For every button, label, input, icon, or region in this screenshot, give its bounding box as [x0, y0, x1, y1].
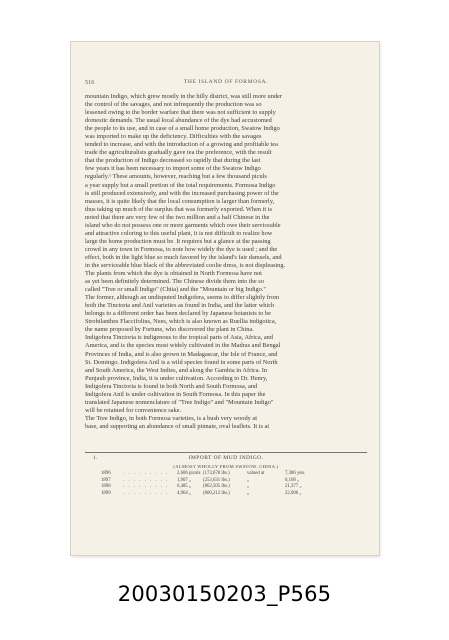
table-cell-yen: 6,168 „ — [285, 477, 300, 483]
text-line: Indigofera Tinctoria is found in both North and South Formosa, and — [85, 382, 258, 390]
text-line: mountain Indigo, which grew mostly in the hilly district, was still more under — [85, 93, 282, 100]
import-table — [85, 452, 367, 497]
table-rows — [85, 471, 367, 497]
text-line: was imported to make up the deficiency. Difficulties with the savages — [85, 133, 262, 141]
text-line: will be retained for convenience sake. — [85, 406, 182, 414]
text-line: few years it has been necessary to import some of the Swatow Indigo — [85, 165, 261, 173]
table-cell-dots: . . . . . . . . . — [123, 484, 169, 490]
table-title: IMPORT OF MUD INDIGO. — [188, 455, 264, 461]
text-line: Strobilanthes Flaccifolius, Nees, which is also known as Ruellia indigotica, — [85, 318, 277, 326]
text-line: Indigofera Anil is under cultivation in South Formosa. In this paper the — [85, 390, 266, 398]
text-line: island who do not possess one or more garments which owe their serviceable — [85, 221, 281, 229]
text-line: Punjaub province, India, it is under cultivation. According to Dr. Henry, — [85, 374, 268, 382]
table-cell-valued: „ — [247, 490, 250, 496]
text-line: the people to its use, and in case of a small home production, Swatow Indigo — [85, 125, 280, 133]
text-line: Indigofera Tinctoria is indigenous to the tropical parts of Asia, Africa, and — [85, 334, 273, 342]
table-cell-dots: . . . . . . . . . — [123, 471, 169, 476]
text-line: translated Japanese nomenclature of "Tree Indigo" and "Mountain Indigo" — [85, 398, 274, 406]
table-cell-year: 1896 — [101, 471, 111, 476]
book-page — [71, 42, 379, 555]
image-label-bar — [0, 560, 449, 640]
table-row — [85, 471, 367, 478]
table-subtitle: (ALMOST WHOLLY FROM SWATOW, CHINA.) — [173, 464, 279, 469]
text-line: a year supply but a small portion of the total requirements. Formosa Indigo — [85, 181, 276, 189]
table-cell-valued: valued at — [247, 471, 265, 476]
table-number: 1. — [93, 455, 98, 461]
text-line: Provinces of India, and is also grown in Madagascar, the Isle of France, and — [85, 350, 278, 358]
table-cell-valued: „ — [247, 484, 250, 490]
page-number: 516 — [85, 79, 95, 86]
text-line: tended to increase, and with the introduction of a growing and profitable tea — [85, 141, 278, 149]
table-row — [85, 484, 367, 491]
table-cell-year: 1899 — [101, 490, 111, 496]
text-line: The Tree Indigo, in both Formosa varieties, is a bush very woody at — [85, 414, 257, 422]
text-line: noted that there are very few of the two million and a half Chinese in the — [85, 213, 270, 221]
text-line: in the serviceable blue black of the abbreviated coolie dress, is not displeasing. — [85, 261, 286, 269]
text-line: St. Domingo. Indigofera Anil is a wild species found in some parts of North — [85, 358, 278, 366]
text-line: crowd in any town in Formosa, to note how widely the dye is used ; and the — [85, 245, 278, 253]
table-cell-lbs: (253,631 lbs.) — [203, 477, 230, 483]
text-line: America, and is the species most widely cultivated in the Madras and Bengal — [85, 342, 281, 350]
table-cell-year: 1897 — [101, 477, 111, 483]
table-cell-yen: 21,377 „ — [285, 484, 302, 490]
table-title-row — [85, 454, 367, 463]
table-top-rule — [85, 452, 367, 453]
table-cell-amount: 2,606 piculs — [177, 471, 201, 476]
table-cell-year: 1898 — [101, 484, 111, 490]
text-line: masses, it is quite likely that the local consumption is larger than formerly, — [85, 197, 275, 205]
text-line: that the production of Indigo decreased so rapidly that during the last — [85, 157, 261, 165]
text-line: both the Tinctoria and Anil varieties as found in India, and the latter which — [85, 302, 275, 310]
table-cell-lbs: (660,212 lbs.) — [203, 490, 230, 496]
image-id-label: 20030150203_P565 — [117, 582, 332, 606]
text-line: trade the agriculturalists gradually gave tea the preference, with the result — [85, 149, 272, 157]
running-head: THE ISLAND OF FORMOSA. — [183, 79, 269, 85]
text-line: as yet been definitely determined. The Chinese divide them into the so — [85, 278, 264, 286]
text-line: large the home production must be. It requires but a glance at the passing — [85, 237, 271, 245]
text-line: and South America, the West Indies, and along the Gambia in Africa. In — [85, 366, 268, 374]
table-row — [85, 491, 367, 498]
page-header — [85, 79, 367, 89]
table-cell-valued: „ — [247, 477, 250, 483]
text-line: base, and supporting an abundance of small pinnate, oval leaflets. It is at — [85, 422, 270, 430]
table-cell-amount: 1,907 „ — [177, 477, 192, 483]
text-line: is still produced extensively, and with the increased purchasing power of the — [85, 189, 279, 197]
table-cell-amount: 4,964 „ — [177, 490, 192, 496]
table-cell-dots: . . . . . . . . . — [123, 477, 169, 483]
text-line: The plants from which the dye is obtained in North Formosa have not — [85, 270, 262, 278]
table-cell-lbs: (173,678 lbs.) — [203, 471, 230, 476]
text-line: regularly.¹ These amounts, however, reaching but a few thousand piculs — [85, 173, 267, 181]
text-line: the name proposed by Fortune, who discovered the plant in China. — [85, 326, 254, 334]
text-line: the control of the savages, and not infrequently the production was so — [85, 101, 262, 109]
body-text — [85, 93, 367, 431]
text-line: effect, both in the light blue so much favored by the island's fair damsels, and — [85, 253, 282, 261]
table-cell-dots: . . . . . . . . . — [123, 490, 169, 496]
table-row — [85, 478, 367, 485]
text-line: called "Tree or small Indigo" (Chiia) and the "Mountain or big Indigo." — [85, 286, 267, 294]
text-line: The former, although an undisputed Indigofera, seems to differ slightly from — [85, 294, 280, 302]
table-cell-amount: 6,485 „ — [177, 484, 192, 490]
text-line: lessened owing to the border warfare that there was not sufficient to supply — [85, 109, 276, 117]
table-cell-yen: 7,386 yen. — [285, 471, 306, 476]
text-line: thus taking up much of the surplus that was formerly exported. When it is — [85, 205, 272, 213]
text-line: belongs to a different order has been declared by Japanese botanists to be — [85, 310, 271, 318]
table-cell-yen: 22,006 „ — [285, 490, 302, 496]
table-cell-lbs: (862,505 lbs.) — [203, 484, 230, 490]
text-line: and attractive coloring to this useful plant, it is not difficult to realize how — [85, 229, 273, 237]
text-line: domestic demands. The usual local abundance of the dye had accustomed — [85, 117, 272, 125]
